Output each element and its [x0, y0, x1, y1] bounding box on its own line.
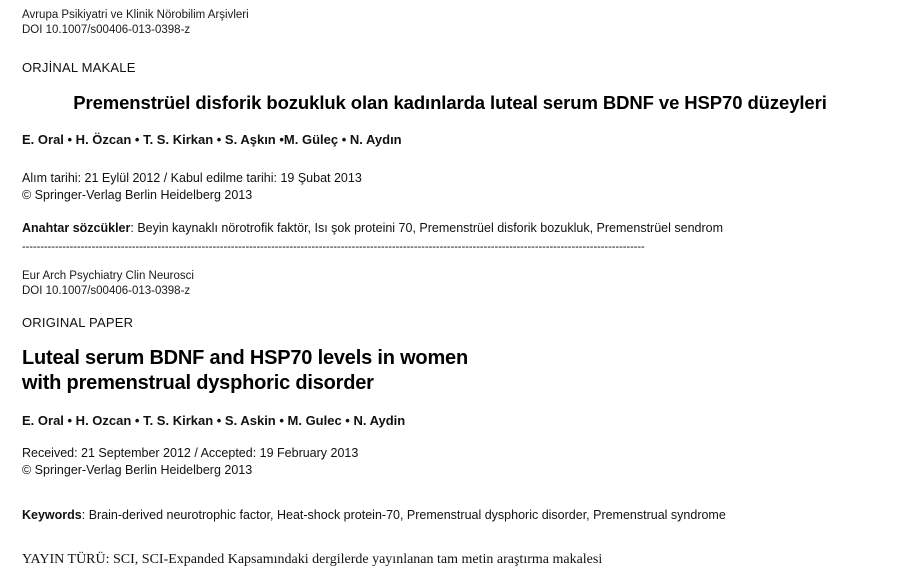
english-authors: E. Oral • H. Ozcan • T. S. Kirkan • S. Askin • M. Gulec • N. Aydin	[22, 413, 406, 428]
turkish-keywords-value: : Beyin kaynaklı nörotrofik faktör, Isı şok proteini 70, Premenstrüel disforik bozukluk, Premenstrüel sendrom	[130, 221, 723, 235]
english-keywords	[22, 507, 878, 524]
english-title-line2: with premenstrual dysphoric disorder	[22, 372, 374, 394]
section-divider: --------------------------------------------------------------------------------------------------------------------------------------------------------------------------	[22, 241, 645, 253]
english-journal-name: Eur Arch Psychiatry Clin Neurosci	[22, 270, 194, 282]
turkish-keywords	[22, 220, 878, 237]
publication-type-note: YAYIN TÜRÜ: SCI, SCI-Expanded Kapsamındaki dergilerde yayınlanan tam metin araştırma makalesi	[22, 552, 603, 567]
turkish-keywords-label: Anahtar sözcükler	[22, 221, 131, 235]
turkish-title: Premenstrüel disforik bozukluk olan kadınlarda luteal serum BDNF ve HSP70 düzeyleri	[73, 92, 827, 113]
turkish-copyright: © Springer-Verlag Berlin Heidelberg 2013	[22, 188, 253, 202]
english-title-line1: Luteal serum BDNF and HSP70 levels in women	[22, 347, 468, 369]
turkish-received-accepted: Alım tarihi: 21 Eylül 2012 / Kabul edilme tarihi: 19 Şubat 2013	[22, 171, 362, 185]
english-received-accepted: Received: 21 September 2012 / Accepted: 19 February 2013	[22, 446, 359, 460]
turkish-journal-name: Avrupa Psikiyatri ve Klinik Nörobilim Arşivleri	[22, 9, 249, 21]
english-title	[22, 346, 878, 396]
english-article-type: ORIGINAL PAPER	[22, 315, 134, 330]
turkish-authors: E. Oral • H. Özcan • T. S. Kirkan • S. Aşkın •M. Güleç • N. Aydın	[22, 132, 402, 147]
english-doi: DOI 10.1007/s00406-013-0398-z	[22, 285, 191, 297]
turkish-doi: DOI 10.1007/s00406-013-0398-z	[22, 24, 191, 36]
english-keywords-label: Keywords	[22, 508, 82, 522]
english-keywords-value: : Brain-derived neurotrophic factor, Heat-shock protein-70, Premenstrual dysphoric disorder, Premenstrual syndrome	[81, 508, 726, 522]
english-copyright: © Springer-Verlag Berlin Heidelberg 2013	[22, 463, 253, 477]
turkish-article-type: ORJİNAL MAKALE	[22, 60, 136, 75]
